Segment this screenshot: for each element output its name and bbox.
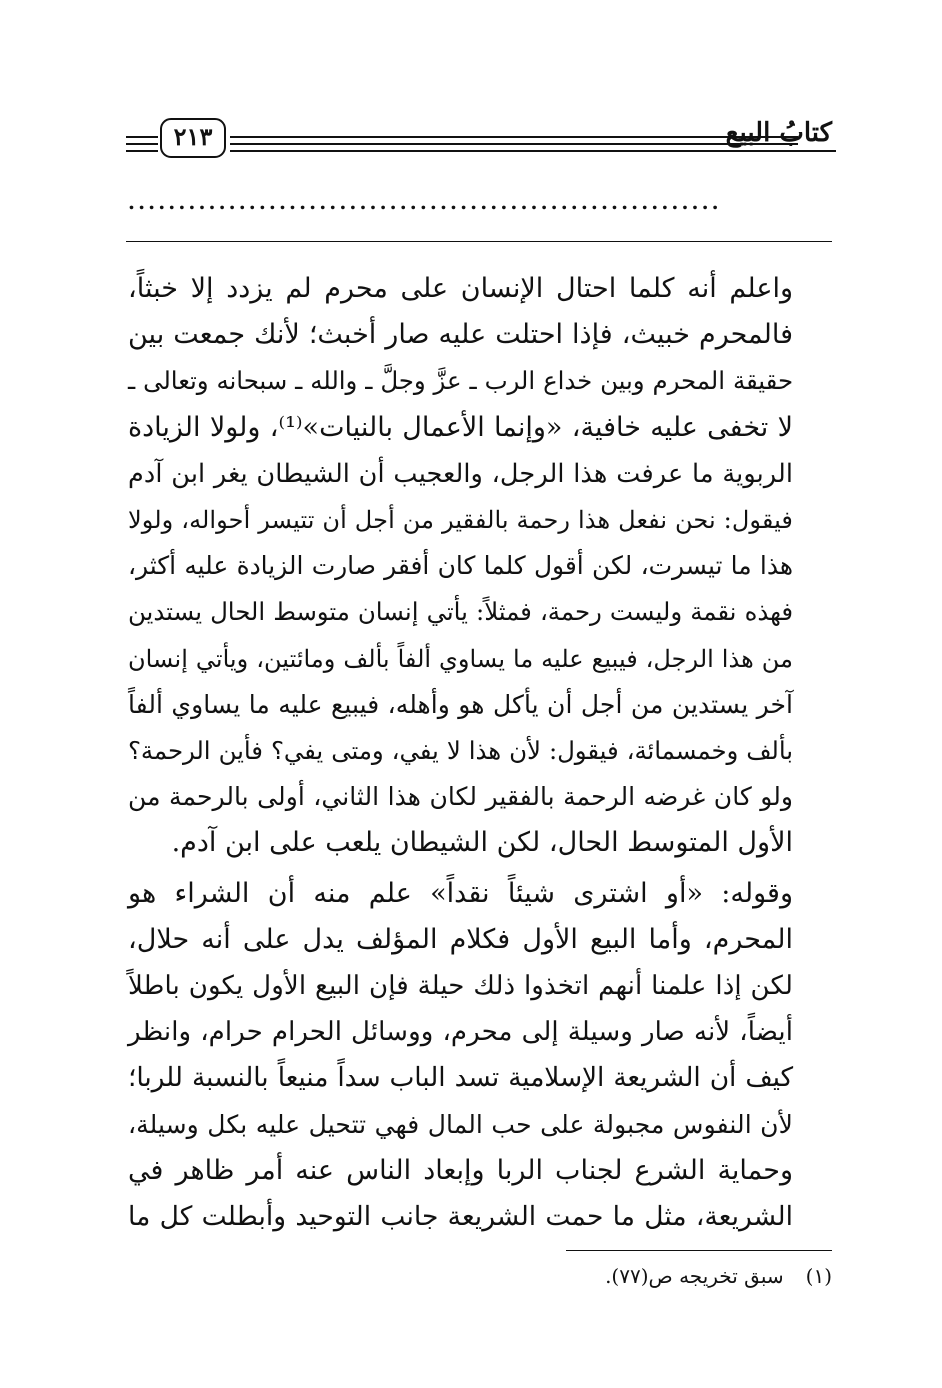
text-line: لأن النفوس مجبولة على حب المال فهي تتحيل عليه بكل وسيلة، [128,1109,793,1139]
text-line: الربوية ما عرفت هذا الرجل، والعجيب أن الشيطان يغر ابن آدم [128,458,793,489]
text-line: فهذه نقمة وليست رحمة، فمثلاً: يأتي إنسان متوسط الحال يستدين [128,597,793,627]
paragraph-2 [128,871,833,1241]
text-line: وحماية الشرع لجناب الربا وإبعاد الناس عنه أمر ظاهر في [128,1154,793,1186]
footnote-text: سبق تخريجه ص(٧٧). [605,1264,784,1288]
header-rule-left-bot [126,150,158,152]
text-line: آخر يستدين من أجل أن يأكل هو وأهله، فيبيع عليه ما يساوي ألفاً [128,689,793,719]
header-rule-left-top [126,136,158,138]
text-line: لا تخفى عليه خافية، «وإنما الأعمال بالنيات»⁽¹⁾، ولولا الزيادة [128,411,793,443]
page-number: ٢١٣ [160,118,226,158]
text-line: واعلم أنه كلما احتال الإنسان على محرم لم يزدد إلا خبثاً، [128,273,793,304]
dotted-separator: ........................................................... [128,192,722,212]
text-line: المحرم، وأما البيع الأول فكلام المؤلف يدل على أنه حلال، [128,923,793,955]
text-line: من هذا الرجل، فيبيع عليه ما يساوي ألفاً بألف ومائتين، ويأتي إنسان [128,644,793,673]
text-line: الشريعة، مثل ما حمت الشريعة جانب التوحيد وأبطلت كل ما [128,1201,793,1233]
text-line: فيقول: نحن نفعل هذا رحمة بالفقير من أجل أن تتيسر أحواله، ولولا [128,506,793,535]
text-line: ولو كان غرضه الرحمة بالفقير لكان هذا الثاني، أولى بالرحمة من [128,782,793,812]
text-line: هذا ما تيسرت، لكن أقول كلما كان أفقر صارت الزيادة عليه أكثر، [128,551,793,581]
footnote-number: (١) [805,1264,832,1288]
text-line: لكن إذا علمنا أنهم اتخذوا ذلك حيلة فإن البيع الأول يكون باطلاً [128,971,793,1002]
text-line: حقيقة المحرم وبين خداع الرب ـ عزَّ وجلَّ ـ والله ـ سبحانه وتعالى ـ [128,366,793,396]
text-top-rule [126,241,832,242]
footnote [605,1262,832,1290]
text-line: أيضاً، لأنه صار وسيلة إلى محرم، ووسائل الحرام حرام، وانظر [128,1017,793,1048]
text-line: بألف وخمسمائة، فيقول: لأن هذا لا يفي، ومتى يفي؟ فأين الرحمة؟ [128,736,793,766]
text-line: وقوله: «أو اشترى شيئاً نقداً» علم منه أن الشراء هو [128,877,793,909]
footnote-rule [566,1250,832,1251]
main-text [128,266,833,1240]
text-line: فالمحرم خبيث، فإذا احتلت عليه صار أخبث؛ لأنك جمعت بين [128,319,793,351]
header-rule-right-top [230,136,798,138]
header-rule-right-mid [230,143,798,145]
running-header-title: كتابُ البيع [725,118,832,148]
paragraph-1 [128,266,833,867]
text-line: كيف أن الشريعة الإسلامية تسد الباب سداً منيعاً بالنسبة للربا؛ [128,1063,793,1094]
text-line: الأول المتوسط الحال، لكن الشيطان يلعب على ابن آدم. [171,827,793,859]
header-rule-right-bot [230,150,836,152]
header-rule-left-mid [126,143,158,145]
